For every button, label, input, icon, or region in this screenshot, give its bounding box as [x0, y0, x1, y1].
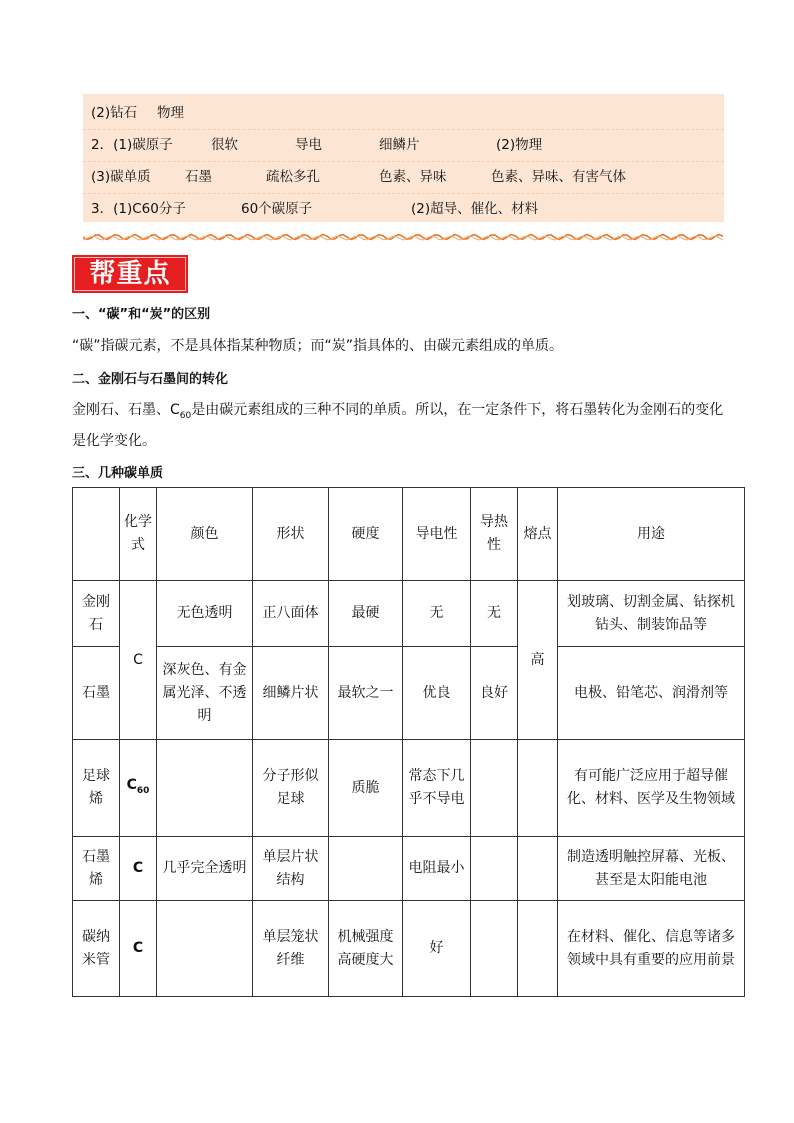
cell-name: 金刚石	[73, 581, 120, 647]
cell-thermal	[471, 740, 518, 837]
cell-shape: 分子形似足球	[253, 740, 329, 837]
answer-line-1	[83, 98, 724, 130]
header-cell: 颜色	[157, 488, 253, 581]
cell-color: 深灰色、有金属光泽、不透明	[157, 647, 253, 740]
section-2-text-line-1	[72, 399, 723, 421]
header-cell: 化学式	[120, 488, 157, 581]
cell-name: 足球烯	[73, 740, 120, 837]
formula-subscript: 60	[136, 785, 150, 796]
cell-melting	[518, 740, 558, 837]
answer-line-3	[83, 162, 724, 194]
cell-conductivity: 常态下几乎不导电	[403, 740, 471, 837]
table-row-nanotube	[73, 901, 745, 997]
header-cell: 导热性	[471, 488, 518, 581]
cell-color: 无色透明	[157, 581, 253, 647]
header-cell: 硬度	[329, 488, 403, 581]
answer-line-4	[83, 194, 724, 225]
answer-text: 很软	[211, 137, 238, 153]
cell-melting	[518, 901, 558, 997]
answer-text: 细鳞片	[379, 137, 420, 153]
answer-line-2	[83, 130, 724, 162]
cell-formula: C	[120, 837, 157, 901]
table-row-diamond	[73, 581, 745, 647]
cell-thermal: 良好	[471, 647, 518, 740]
formula-base: C	[126, 776, 137, 793]
cell-use: 有可能广泛应用于超导催化、材料、医学及生物领域	[558, 740, 745, 837]
section-3-title: 三、几种碳单质	[72, 466, 164, 481]
cell-color	[157, 740, 253, 837]
cell-hardness	[329, 837, 403, 901]
answer-text: (3)碳单质	[91, 169, 151, 185]
answer-text: (2)物理	[496, 137, 543, 153]
answer-text: 色素、异味、有害气体	[491, 169, 626, 185]
header-cell	[73, 488, 120, 581]
table-row-graphite	[73, 647, 745, 740]
header-cell: 用途	[558, 488, 745, 581]
cell-conductivity: 好	[403, 901, 471, 997]
cell-name: 石墨烯	[73, 837, 120, 901]
cell-use: 划玻璃、切割金属、钻探机钻头、制装饰品等	[558, 581, 745, 647]
cell-hardness: 机械强度高硬度大	[329, 901, 403, 997]
table-row-fullerene	[73, 740, 745, 837]
carbon-allotropes-table	[72, 487, 745, 997]
cell-shape: 正八面体	[253, 581, 329, 647]
cell-color: 几乎完全透明	[157, 837, 253, 901]
answer-text: 物理	[157, 105, 184, 121]
cell-use: 制造透明触控屏幕、光板、甚至是太阳能电池	[558, 837, 745, 901]
section-2-text-part: 是由碳元素组成的三种不同的单质。所以，在一定条件下，将石墨转化为金刚石的变化	[191, 402, 724, 418]
cell-thermal: 无	[471, 581, 518, 647]
cell-hardness: 最硬	[329, 581, 403, 647]
cell-thermal	[471, 901, 518, 997]
subscript: 60	[179, 410, 192, 421]
header-cell: 导电性	[403, 488, 471, 581]
cell-hardness: 质脆	[329, 740, 403, 837]
section-1-text: “碳”指碳元素，不是具体指某种物质；而“炭”指具体的、由碳元素组成的单质。	[72, 338, 564, 354]
section-stamp: 帮重点	[72, 255, 188, 293]
answer-text: (2)钻石	[91, 105, 138, 121]
section-1-title: 一、“碳”和“炭”的区别	[72, 307, 211, 322]
answer-text: 石墨	[185, 169, 212, 185]
cell-melting-shared: 高	[518, 581, 558, 740]
header-cell: 形状	[253, 488, 329, 581]
section-2-title: 二、金刚石与石墨间的转化	[72, 372, 229, 387]
answer-text: 2．(1)碳原子	[91, 137, 173, 153]
answer-text: 色素、异味	[379, 169, 447, 185]
cell-thermal	[471, 837, 518, 901]
table-row-graphene	[73, 837, 745, 901]
table-header-row	[73, 488, 745, 581]
section-2-text-part: 金刚石、石墨、C	[72, 402, 180, 418]
cell-conductivity: 优良	[403, 647, 471, 740]
cell-conductivity: 无	[403, 581, 471, 647]
answer-box	[83, 94, 724, 222]
answer-text: 3．(1)C60分子	[91, 201, 186, 217]
answer-text: (2)超导、催化、材料	[411, 201, 539, 217]
cell-use: 电极、铅笔芯、润滑剂等	[558, 647, 745, 740]
cell-shape: 单层片状结构	[253, 837, 329, 901]
answer-text: 疏松多孔	[266, 169, 320, 185]
cell-formula: C	[120, 901, 157, 997]
cell-conductivity: 电阻最小	[403, 837, 471, 901]
answer-text: 60个碳原子	[241, 201, 313, 217]
header-cell: 熔点	[518, 488, 558, 581]
answer-text: 导电	[295, 137, 322, 153]
cell-formula	[120, 740, 157, 837]
cell-use: 在材料、催化、信息等诸多领域中具有重要的应用前景	[558, 901, 745, 997]
cell-color	[157, 901, 253, 997]
cell-formula-shared: C	[120, 581, 157, 740]
cell-shape: 单层笼状纤维	[253, 901, 329, 997]
cell-name: 碳纳米管	[73, 901, 120, 997]
cell-melting	[518, 837, 558, 901]
cell-hardness: 最软之一	[329, 647, 403, 740]
cell-name: 石墨	[73, 647, 120, 740]
wave-divider	[83, 232, 724, 242]
section-2-text-line-2: 是化学变化。	[72, 433, 156, 449]
cell-shape: 细鳞片状	[253, 647, 329, 740]
